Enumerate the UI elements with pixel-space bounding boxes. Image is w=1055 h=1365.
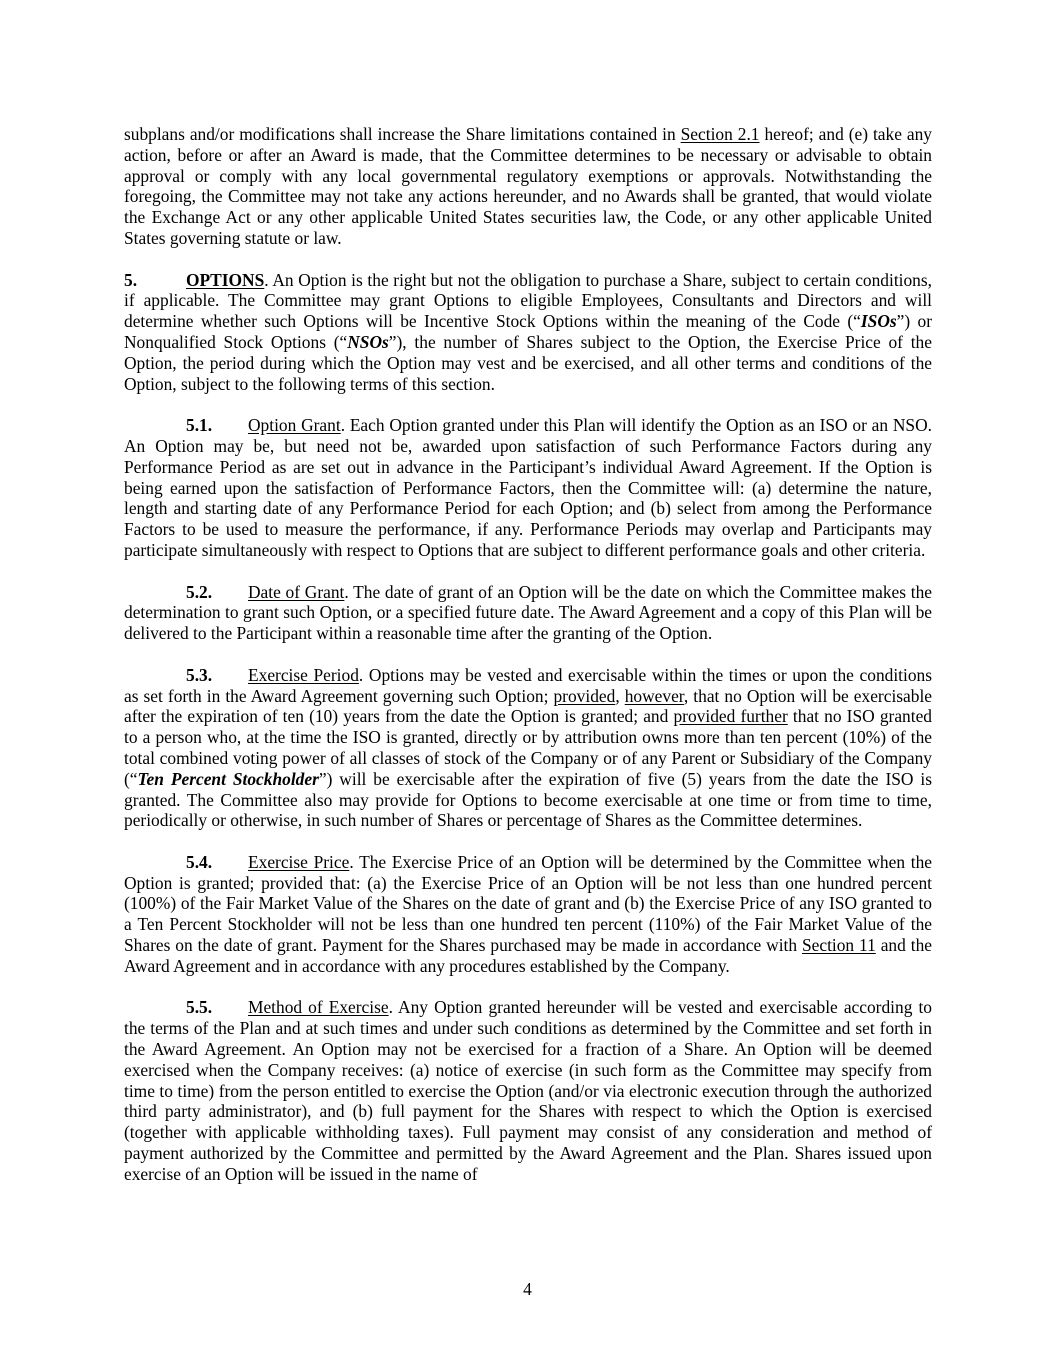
intro-text-2: hereof; and (e) take any action, before or after an Award is made, that the Committee determines to be necessary or advisable to obtain approval or comply with any local governmental regulatory exemptions or approvals. Notwithstanding the foregoing, the Committee may not take any actions hereunder, and no Awards shall be granted, that would violate the Exchange Act or any other applicable United States securities law, the Code, or any other applicable United States governing statute or law. [124,124,932,248]
section-5-2-paragraph [124,582,932,644]
section-5-heading: OPTIONS [186,269,265,290]
section-5-5-heading: Method of Exercise [248,997,389,1018]
section-5-3-text-1: . Options may be vested and exercisable within the times or upon the conditions as set forth in the Award Agreement governing such Option; [124,664,932,706]
section-5-paragraph [124,270,932,395]
section-5-3-comma: , [615,685,625,706]
document-page [124,124,932,1185]
provided-further-term: provided further [673,706,788,727]
section-5-4-paragraph [124,852,932,977]
section-5-3-number: 5.3. [186,664,213,685]
section-5-text-2: ”) or Nonqualified Stock Options (“ [124,311,932,352]
section-5-1-heading: Option Grant [248,415,341,436]
section-5-text-1: . An Option is the right but not the obligation to purchase a Share, subject to certain conditions, if applicable. The Committee may grant Options to eligible Employees, Consultants and Directors and will determine whether such Options will be Incentive Stock Options within the meaning of the Code (“ [124,269,932,332]
section-5-2-heading: Date of Grant [248,581,345,602]
section-5-4-number: 5.4. [186,851,213,872]
intro-paragraph [124,124,932,249]
section-5-5-body: . Any Option granted hereunder will be vested and exercisable according to the terms of the Plan and at such times and under such conditions as determined by the Committee and set forth in the Award Agreement. An Option may not be exercised for a fraction of a Share. An Option will be deemed exercised when the Company receives: (a) notice of exercise (in such form as the Committee may specify from time to time) from the person entitled to exercise the Option (and/or via electronic execution through the authorized third party administrator), and (b) full payment for the Shares with respect to which the Option is exercised (together with applicable withholding taxes). Full payment may consist of any consideration and method of payment authorized by the Committee and permitted by the Award Agreement and the Plan. Shares issued upon exercise of an Option will be issued in the name of [124,997,932,1184]
section-5-2-number: 5.2. [186,581,213,602]
ten-percent-stockholder-term: Ten Percent Stockholder [137,768,319,789]
section-5-number: 5. [124,269,138,290]
section-5-4-heading: Exercise Price [248,851,350,872]
section-11-link[interactable]: Section 11 [801,935,876,956]
section-5-1-body: . Each Option granted under this Plan will identify the Option as an ISO or an NSO. An Option may be, but need not be, awarded upon satisfaction of such Performance Factors during any Performance Period as are set out in advance in the Participant’s individual Award Agreement. If the Option is being earned upon the satisfaction of Performance Factors, then the Committee will: (a) determine the nature, length and starting date of any Performance Period for each Option; and (b) select from among the Performance Factors to be used to measure the performance, if any. Performance Periods may overlap and Participants may participate simultaneously with respect to Options that are subject to different performance goals and other criteria. [124,415,932,560]
page-number: 4 [523,1279,532,1299]
however-term: however [624,685,684,706]
intro-text-1: subplans and/or modifications shall increase the Share limitations contained in [124,124,681,144]
iso-term: ISOs [860,311,897,332]
nso-term: NSOs [347,331,389,352]
section-2-1-link[interactable]: Section 2.1 [680,124,760,144]
section-5-text-3: ”), the number of Shares subject to the Option, the Exercise Price of the Option, the period during which the Option may vest and be exercised, and all other terms and conditions of the Option, subject to the following terms of this section. [124,331,932,394]
section-5-1-number: 5.1. [186,415,213,436]
section-5-3-text-4: ”) will be exercisable after the expiration of five (5) years from the date the ISO is granted. The Committee also may provide for Options to become exercisable at one time or from time to time, periodically or otherwise, in such number of Shares or percentage of Shares as the Committee determines. [124,768,933,831]
section-5-4-text-1: . The Exercise Price of an Option will be determined by the Committee when the Option is granted; provided that: (a) the Exercise Price of an Option will be not less than one hundred percent (100%) of the Fair Market Value of the Shares on the date of grant and (b) the Exercise Price of any ISO granted to a Ten Percent Stockholder will not be less than one hundred ten percent (110%) of the Fair Market Value of the Shares on the date of grant. Payment for the Shares purchased may be made in accordance with [124,851,932,956]
section-5-3-paragraph [124,665,932,831]
section-5-5-number: 5.5. [186,997,213,1018]
section-5-4-text-2: and the Award Agreement and in accordance with any procedures established by the Company. [124,935,932,976]
section-5-1-paragraph [124,415,932,561]
section-5-3-text-2: , that no Option will be exercisable after the expiration of ten (10) years from the date the Option is granted; and [124,685,933,727]
section-5-3-heading: Exercise Period [248,664,359,685]
section-5-5-paragraph [124,997,932,1184]
provided-term: provided [553,685,616,706]
section-5-3-text-3: that no ISO granted to a person who, at the time the ISO is granted, directly or by attribution owns more than ten percent (10%) of the total combined voting power of all classes of stock of the Company or of any Parent or Subsidiary of the Company (“ [124,706,932,789]
section-5-2-body: . The date of grant of an Option will be the date on which the Committee makes the determination to grant such Option, or a specified future date. The Award Agreement and a copy of this Plan will be delivered to the Participant within a reasonable time after the granting of the Option. [124,581,932,644]
